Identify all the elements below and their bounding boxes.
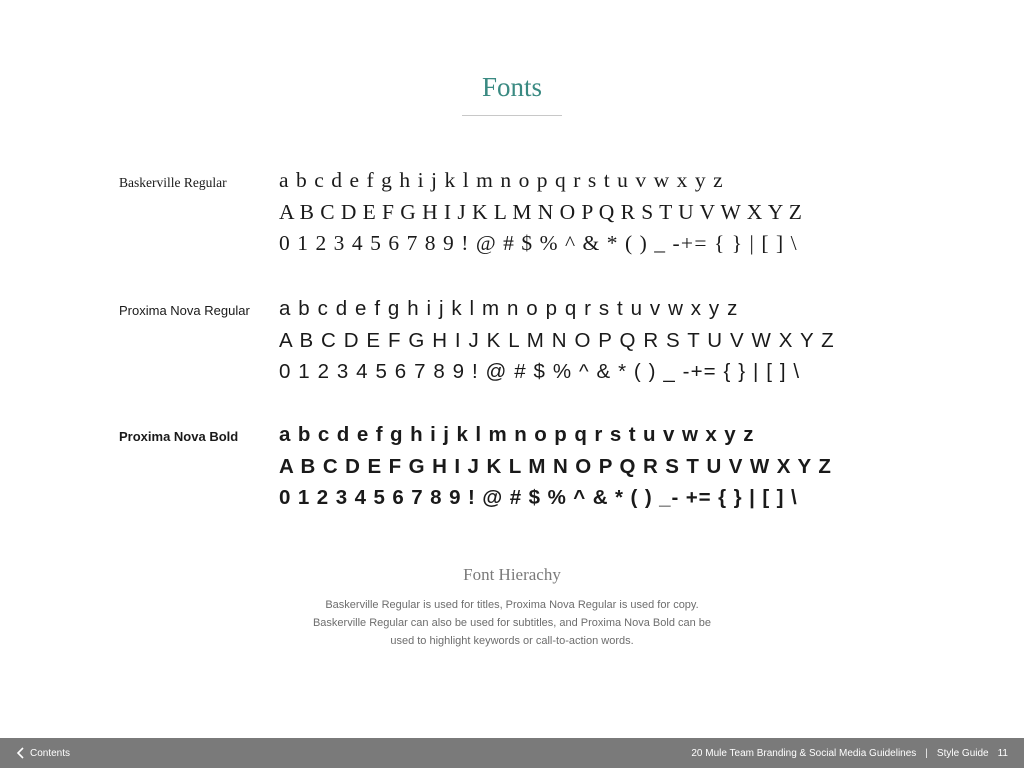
specimen-numerals-symbols: 0 1 2 3 4 5 6 7 8 9 ! @ # $ % ^ & * ( ) _ -+= { } | [ ] \ bbox=[279, 360, 801, 383]
footer-separator: | bbox=[925, 747, 928, 759]
section-name: Style Guide bbox=[936, 747, 989, 759]
specimen-uppercase: A B C D E F G H I J K L M N O P Q R S T U V W X Y Z bbox=[279, 199, 803, 224]
specimen-uppercase: A B C D E F G H I J K L M N O P Q R S T U V W X Y Z bbox=[279, 454, 832, 478]
specimen-uppercase: A B C D E F G H I J K L M N O P Q R S T U V W X Y Z bbox=[279, 328, 835, 352]
footer-meta bbox=[691, 738, 1008, 768]
font-hierarchy-description: Baskerville Regular is used for titles, Proxima Nova Regular is used for copy. Baskerville Regular can also be used for subtitles, and Proxima Nova Bold can be used to highlight keywords or call-to-action words. bbox=[312, 599, 712, 647]
contents-link[interactable] bbox=[16, 738, 70, 768]
specimen-lowercase: a b c d e f g h i j k l m n o p q r s t u v w x y z bbox=[279, 168, 724, 192]
page-number: 11 bbox=[997, 747, 1008, 759]
specimen-block bbox=[279, 419, 919, 514]
page-title: Fonts bbox=[481, 72, 543, 102]
page-footer bbox=[0, 738, 1024, 768]
font-hierarchy-heading: Font Hierachy bbox=[463, 565, 561, 584]
document-title: 20 Mule Team Branding & Social Media Guidelines bbox=[691, 747, 917, 759]
font-label: Proxima Nova Bold bbox=[119, 429, 239, 444]
specimen-numerals-symbols: 0 1 2 3 4 5 6 7 8 9 ! @ # $ % ^ & * ( ) _ -+= { } | [ ] \ bbox=[279, 231, 798, 255]
specimen-numerals-symbols: 0 1 2 3 4 5 6 7 8 9 ! @ # $ % ^ & * ( ) _- += { } | [ ] \ bbox=[279, 486, 798, 509]
specimen-lowercase: a b c d e f g h i j k l m n o p q r s t u v w x y z bbox=[279, 297, 739, 320]
font-label: Proxima Nova Regular bbox=[119, 303, 250, 318]
specimen-lowercase: a b c d e f g h i j k l m n o p q r s t u v w x y z bbox=[279, 423, 755, 446]
specimen-block bbox=[279, 293, 919, 388]
title-divider bbox=[462, 115, 562, 116]
contents-label: Contents bbox=[30, 747, 71, 759]
chevron-left-icon bbox=[16, 746, 26, 760]
specimen-block bbox=[279, 165, 919, 260]
font-label: Baskerville Regular bbox=[119, 175, 227, 190]
